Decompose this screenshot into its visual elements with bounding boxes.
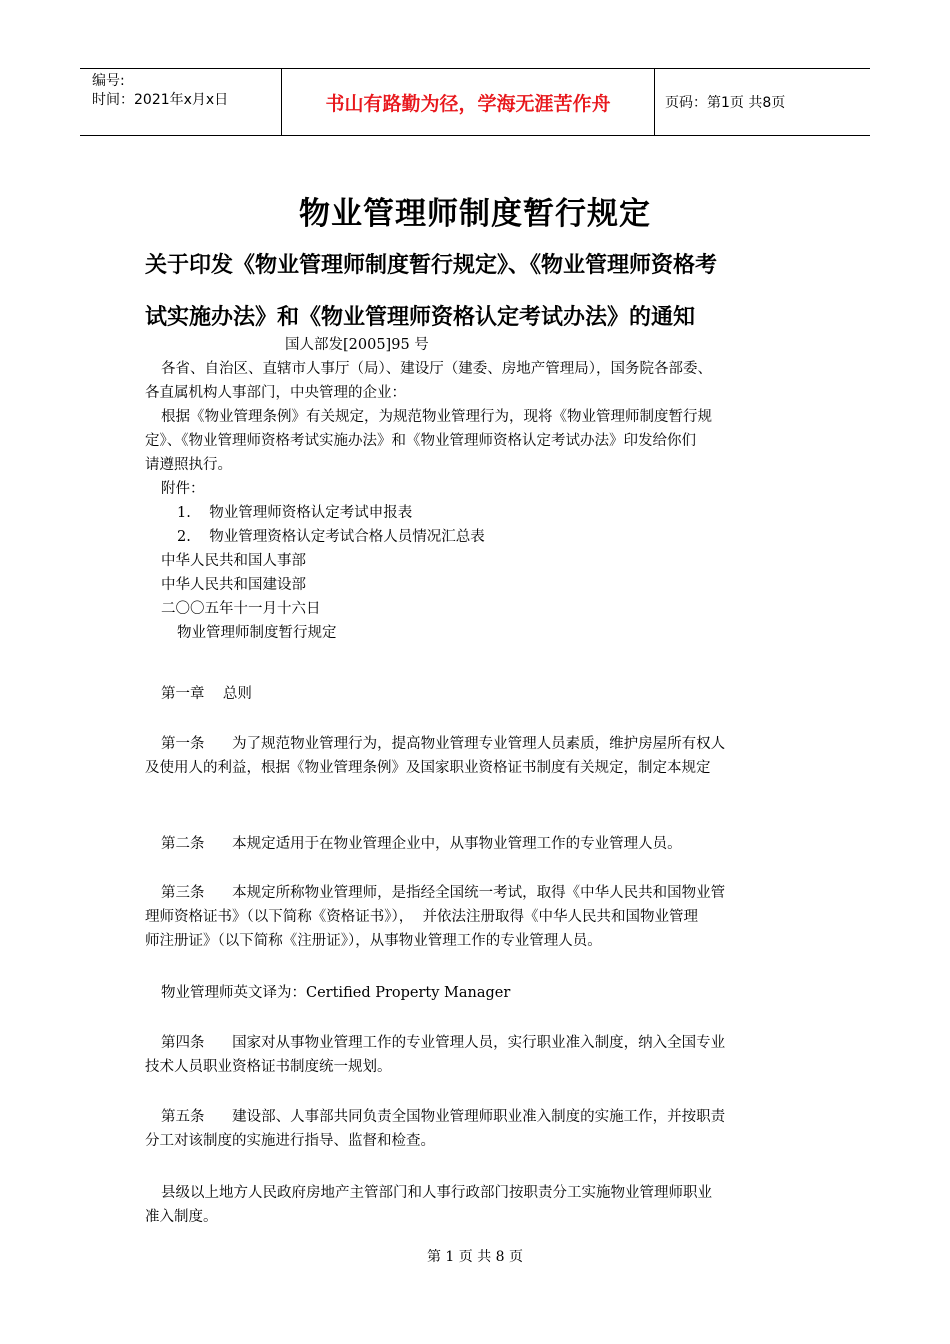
paragraph-line: 请遵照执行。 [145, 457, 232, 473]
header-left-cell [80, 69, 281, 135]
paragraph-line: 准入制度。 [145, 1209, 218, 1225]
paragraph-line: 师注册证》（以下简称《注册证》），从事物业管理工作的专业管理人员。 [145, 933, 602, 949]
doc-number: 国人部发[2005]95 号 [285, 337, 429, 353]
article-3 [145, 881, 825, 953]
paragraph-line: 各省、自治区、直辖市人事厅（局）、建设厅（建委、房地产管理局），国务院各部委、 [161, 361, 712, 377]
issuer: 中华人民共和国人事部 [161, 553, 306, 569]
paragraph-line: 理师资格证书》（以下简称《资格证书》）， 并依法注册取得《中华人民共和国物业管理 [145, 909, 698, 925]
number-label: 编号: [92, 73, 125, 89]
rule-title: 物业管理师制度暂行规定 [177, 625, 337, 641]
attachment-item: 1. 物业管理师资格认定考试申报表 [177, 505, 413, 521]
time-label: 时间：2021年x月x日 [92, 92, 229, 108]
paragraph-line: 根据《物业管理条例》有关规定，为规范物业管理行为，现将《物业管理师制度暂行规 [161, 409, 712, 425]
paragraph-line: 第二条 本规定适用于在物业管理企业中，从事物业管理工作的专业管理人员。 [161, 836, 682, 852]
article-2 [145, 832, 825, 856]
paragraph-line: 技术人员职业资格证书制度统一规划。 [145, 1059, 392, 1075]
attachment-item: 2. 物业管理资格认定考试合格人员情况汇总表 [177, 529, 485, 545]
doc-subtitle [145, 240, 825, 344]
attachment-label: 附件： [161, 481, 205, 497]
paragraph-line: 各直属机构人事部门，中央管理的企业： [145, 385, 406, 401]
paragraph-line: 县级以上地方人民政府房地产主管部门和人事行政部门按职责分工实施物业管理师职业 [161, 1185, 712, 1201]
chapter-heading: 第一章 总则 [161, 686, 252, 702]
paragraph-line: 第四条 国家对从事物业管理工作的专业管理人员，实行职业准入制度，纳入全国专业 [161, 1035, 726, 1051]
paragraph-line: 分工对该制度的实施进行指导、监督和检查。 [145, 1133, 435, 1149]
subtitle-line: 关于印发《物业管理师制度暂行规定》、《物业管理师资格考 [145, 253, 718, 278]
chapter-heading-block [145, 682, 825, 706]
document-header [80, 68, 870, 136]
page-footer: 第 1 页 共 8 页 [426, 1249, 524, 1265]
issuer: 中华人民共和国建设部 [161, 577, 306, 593]
subtitle-line: 试实施办法》和《物业管理师资格认定考试办法》的通知 [145, 305, 696, 330]
article-4 [145, 1031, 825, 1079]
paragraph-line: 第三条 本规定所称物业管理师，是指经全国统一考试，取得《中华人民共和国物业管 [161, 885, 726, 901]
paragraph-line: 定》、《物业管理师资格考试实施办法》和《物业管理师资格认定考试办法》印发给你们 [145, 433, 696, 449]
motto: 书山有路勤为径，学海无涯苦作舟 [281, 69, 655, 135]
notice-body [145, 333, 825, 645]
paragraph-line: 第五条 建设部、人事部共同负责全国物业管理师职业准入制度的实施工作，并按职责 [161, 1109, 726, 1125]
paragraph-line: 第一条 为了规范物业管理行为，提高物业管理专业管理人员素质，维护房屋所有权人 [161, 736, 726, 752]
article-1 [145, 732, 825, 780]
article-5-continued [145, 1181, 825, 1229]
doc-title: 物业管理师制度暂行规定 [299, 196, 651, 232]
english-name [145, 981, 825, 1005]
page-info: 页码：第1页 共8页 [665, 95, 786, 111]
paragraph-line: 物业管理师英文译为：Certified Property Manager [161, 985, 511, 1001]
issue-date: 二〇〇五年十一月十六日 [161, 601, 321, 617]
article-5 [145, 1105, 825, 1153]
paragraph-line: 及使用人的利益，根据《物业管理条例》及国家职业资格证书制度有关规定，制定本规定 [145, 760, 711, 776]
